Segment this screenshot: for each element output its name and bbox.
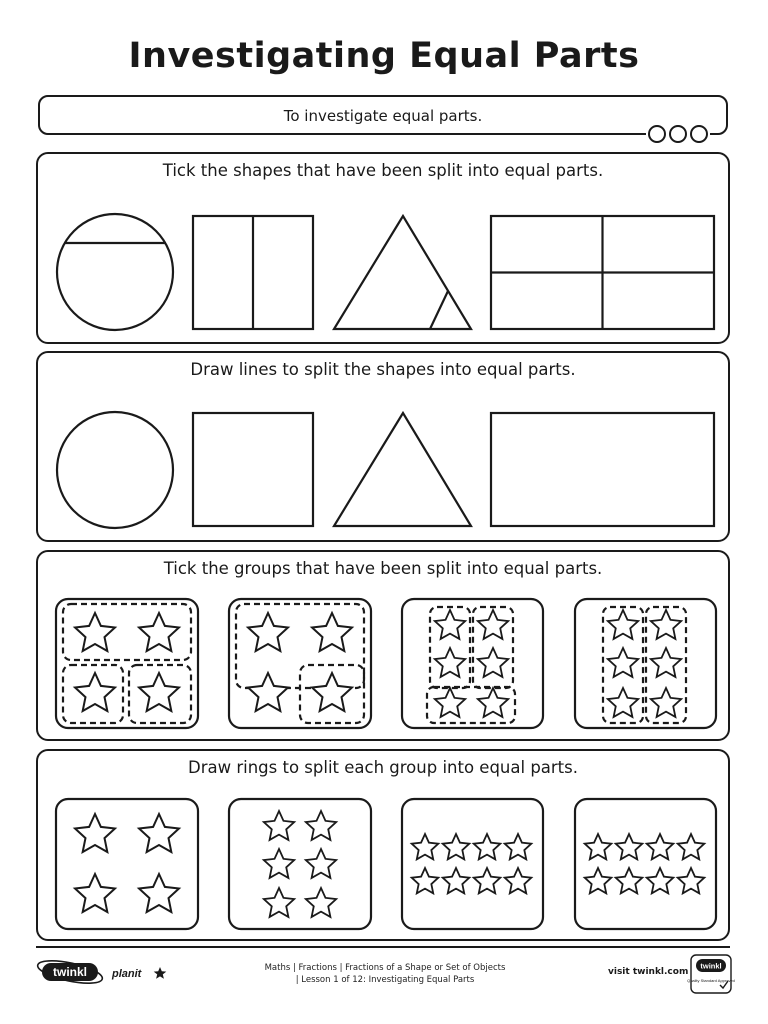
badge-brand-text: twinkl — [700, 961, 722, 971]
section-instruction: Draw rings to split each group into equal parts. — [188, 758, 578, 777]
learning-objective-box — [38, 95, 728, 135]
assessment-circle-2[interactable] — [669, 125, 687, 143]
page-title: Investigating Equal Parts — [128, 36, 640, 76]
section-instruction: Tick the shapes that have been split into equal parts. — [162, 161, 604, 180]
section-draw-lines — [36, 351, 730, 542]
footer-lesson: | Lesson 1 of 12: Investigating Equal Parts — [295, 975, 475, 985]
plain-shapes — [38, 353, 728, 540]
triangle-shape[interactable] — [334, 413, 471, 526]
quality-standard-badge — [687, 954, 735, 994]
star-groups-split — [38, 552, 728, 739]
section-draw-rings — [36, 749, 730, 941]
footer-lesson-info — [230, 962, 540, 986]
star-icon-set — [75, 811, 704, 917]
self-assessment-circles — [646, 125, 710, 143]
star-group-box-5[interactable] — [56, 799, 198, 929]
logo-planit-text: planit — [112, 968, 142, 980]
star-icon — [154, 967, 167, 979]
assessment-circle-1[interactable] — [648, 125, 666, 143]
rectangle-shape-halves[interactable] — [193, 216, 313, 329]
triangle-shape-unequal[interactable] — [334, 216, 471, 329]
footer-divider — [36, 946, 730, 948]
twinkl-planit-logo — [36, 954, 186, 990]
learning-objective-text: To investigate equal parts. — [283, 107, 483, 125]
badge-caption-text: Quality Standard Approved — [687, 978, 735, 983]
assessment-circle-3[interactable] — [690, 125, 708, 143]
rectangle-shape-quarters[interactable] — [491, 216, 714, 329]
star-group-box-7[interactable] — [402, 799, 543, 929]
star-group-box-1[interactable] — [56, 599, 198, 728]
circle-shape-unequal[interactable] — [57, 214, 173, 330]
section-tick-groups — [36, 550, 730, 741]
circle-shape[interactable] — [57, 412, 173, 528]
section-instruction: Draw lines to split the shapes into equal parts. — [190, 360, 576, 379]
star-group-box-6[interactable] — [229, 799, 371, 929]
logo-twinkl-text: twinkl — [52, 965, 88, 979]
star-groups-plain — [38, 751, 728, 939]
rectangle-shape[interactable] — [491, 413, 714, 526]
section-tick-shapes — [36, 152, 730, 344]
section-instruction: Tick the groups that have been split into equal parts. — [163, 559, 603, 578]
star-group-box-8[interactable] — [575, 799, 716, 929]
square-shape[interactable] — [193, 413, 313, 526]
footer-breadcrumb: Maths | Fractions | Fractions of a Shape or Set of Objects — [264, 963, 506, 973]
split-shapes — [38, 154, 728, 342]
star-icon-set — [75, 610, 681, 717]
visit-link[interactable]: visit twinkl.com — [608, 967, 689, 977]
